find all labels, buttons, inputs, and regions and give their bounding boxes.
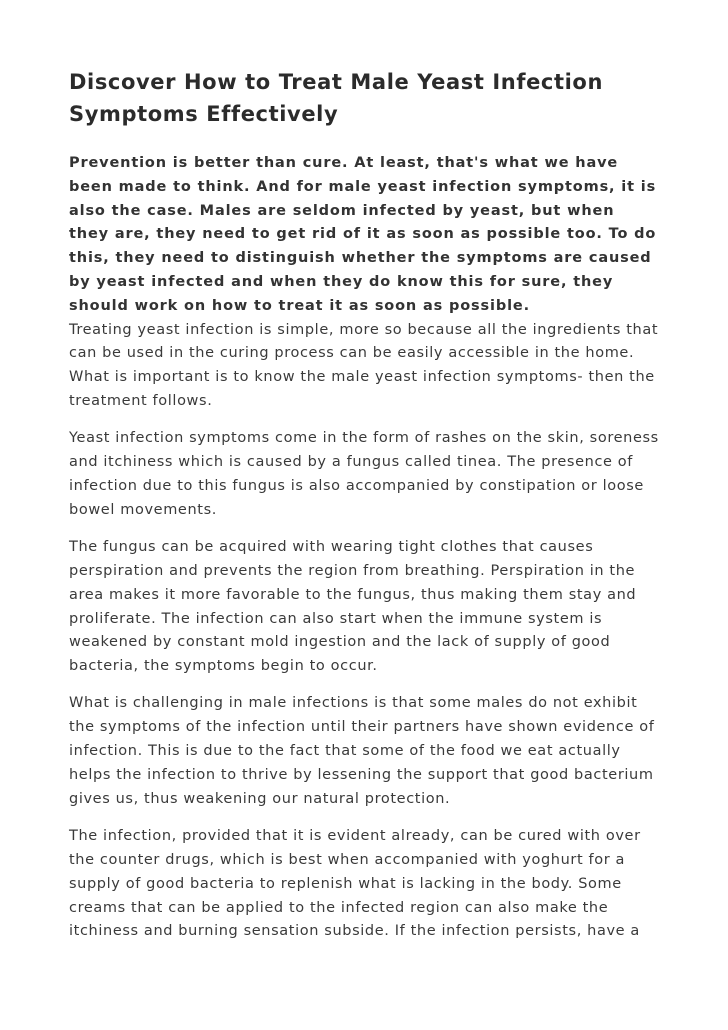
body-paragraph-1: Treating yeast infection is simple, more so because all the ingredients that can be used in the curing process can be easily accessible in the home. What is important is to know the male yeast infection symptoms- then the treatment follows. — [69, 321, 659, 410]
body-paragraph-4: What is challenging in male infections is that some males do not exhibit the symptoms of the infection until their partners have shown evidence of infection. This is due to the fact that some of the food we eat actually helps the infection to thrive by lessening the support that good bacterium gives us, thus weakening our natural protection. — [69, 695, 655, 807]
lead-paragraph: Prevention is better than cure. At least, that's what we have been made to think. And for male yeast infection symptoms, it is also the case. Males are seldom infected by yeast, but when they are, they need to get rid of it as soon as possible too. To do this, they need to distinguish whether the symptoms are caused by yeast infected and when they do know this for sure, they should work on how to treat it as soon as possible. — [69, 155, 657, 314]
body-paragraph-5: The infection, provided that it is evident already, can be cured with over the counter drugs, which is best when accompanied with yoghurt for a supply of good bacteria to replenish what is lacking in the body. Some creams that can be applied to the infected region can also make the itchiness and burning sensation subside. If the infection persists, have a — [69, 827, 641, 940]
body-paragraph-3: The fungus can be acquired with wearing tight clothes that causes perspiration and prevents the region from breathing. Perspiration in the area makes it more favorable to the fungus, thus making them stay and proliferate. The infection can also start when the immune system is weakened by constant mold ingestion and the lack of supply of good bacteria, the symptoms begin to occur. — [69, 538, 637, 675]
page-title: Discover How to Treat Male Yeast Infection Symptoms Effectively — [69, 70, 603, 126]
body-paragraph-2: Yeast infection symptoms come in the form of rashes on the skin, soreness and itchiness which is caused by a fungus called tinea. The presence of infection due to this fungus is also accompanied by constipation or loose bowel movements. — [69, 430, 659, 518]
document-page — [69, 66, 659, 944]
